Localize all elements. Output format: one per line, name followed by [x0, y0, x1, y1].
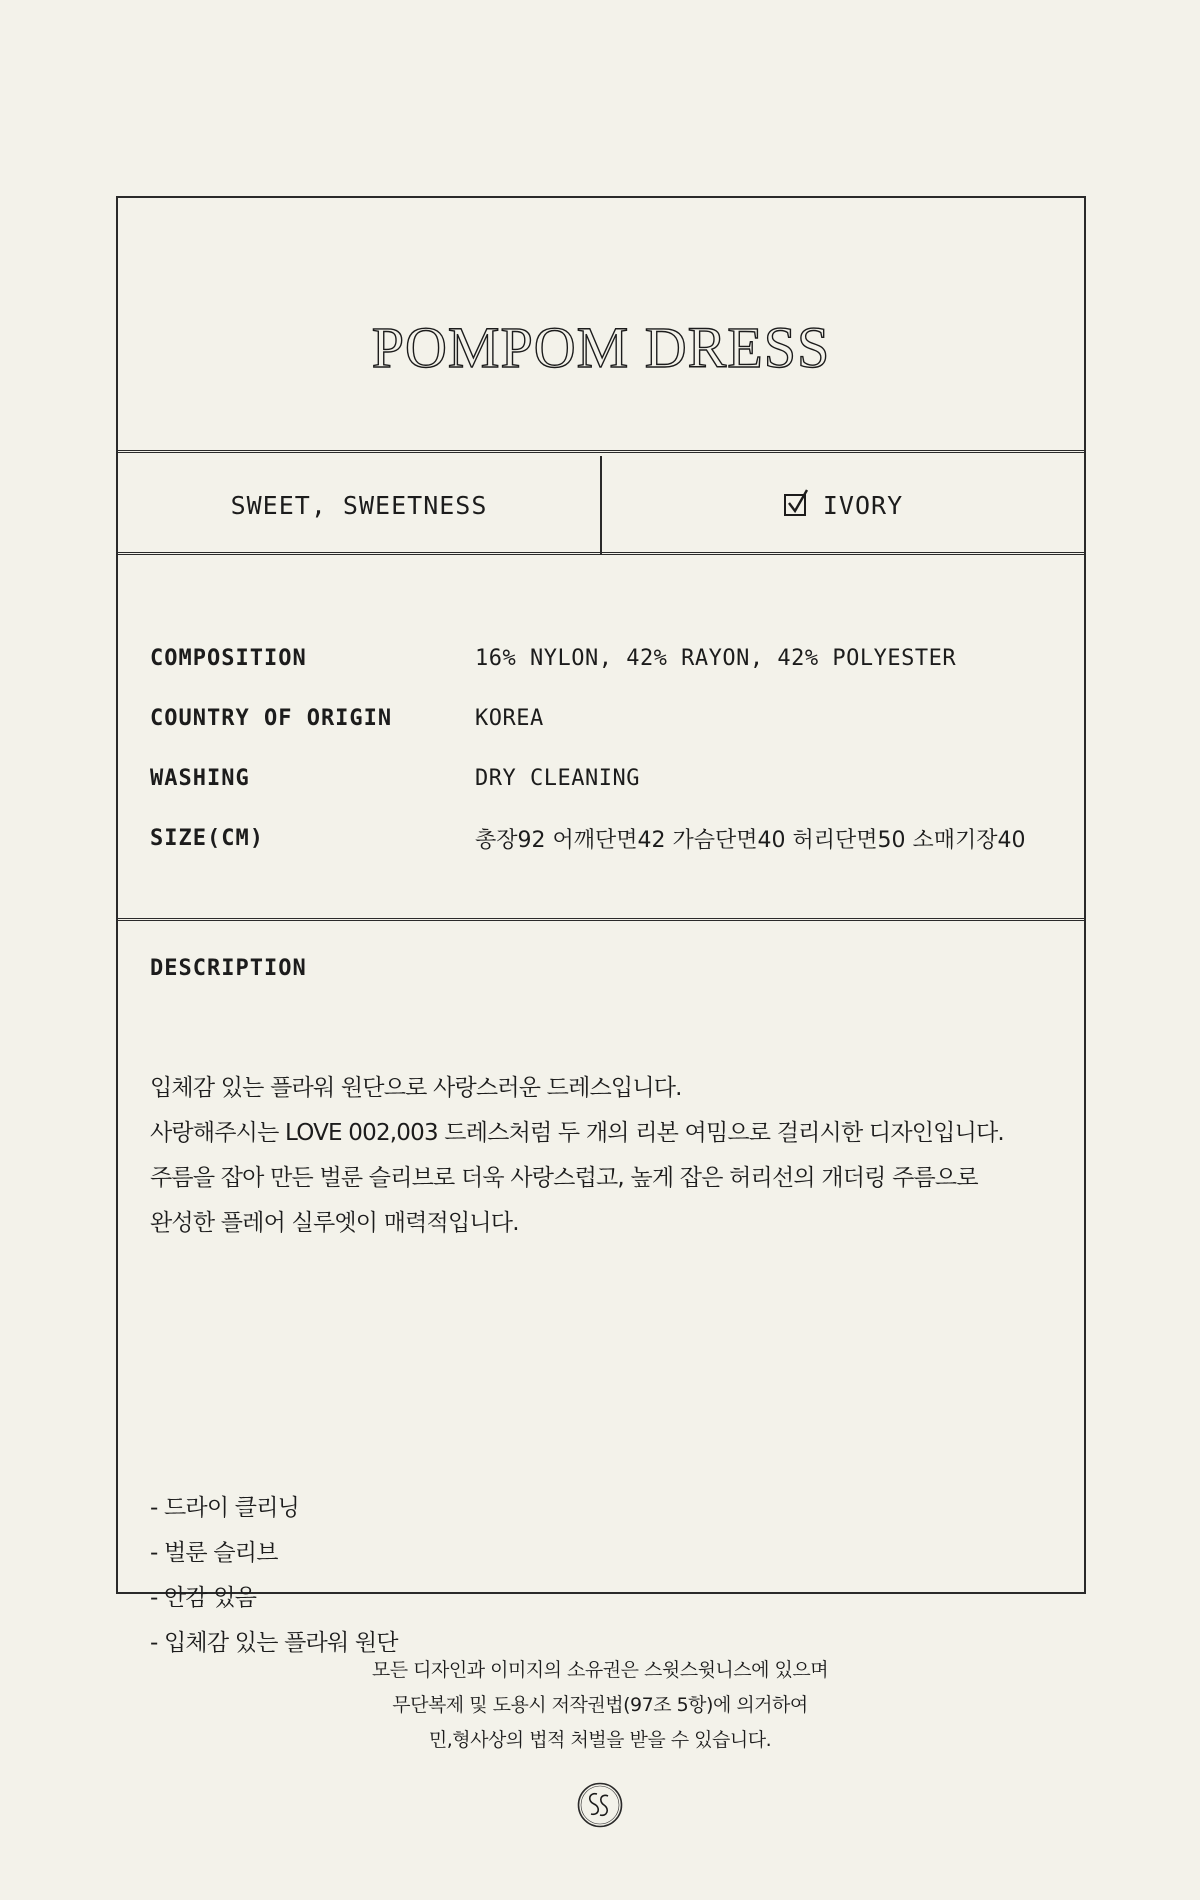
spec-label: SIZE(CM) [150, 825, 264, 851]
divider [118, 450, 1084, 453]
color-option[interactable] [602, 456, 1084, 554]
copyright-line: 무단복제 및 도용시 저작권법(97조 5항)에 의거하여 [392, 1694, 808, 1716]
divider [118, 918, 1084, 921]
feature-list [150, 1486, 398, 1666]
brand-tag-label: SWEET, SWEETNESS [230, 490, 488, 520]
spec-value: 16% NYLON, 42% RAYON, 42% POLYESTER [475, 645, 957, 671]
list-item: - 안감 있음 [150, 1585, 257, 1611]
copyright-notice [0, 1653, 1200, 1758]
description-paragraph: 주름을 잡아 만든 벌룬 슬리브로 더욱 사랑스럽고, 높게 잡은 허리선의 개더링 주름으로 [150, 1165, 978, 1191]
spec-row-size [150, 808, 1052, 868]
spec-label: COMPOSITION [150, 645, 307, 671]
ss-monogram-icon [576, 1781, 624, 1829]
spec-table [150, 628, 1052, 868]
spec-row-washing [150, 748, 1052, 808]
description-paragraph: 완성한 플레어 실루엣이 매력적입니다. [150, 1210, 519, 1236]
copyright-line: 민,형사상의 법적 처벌을 받을 수 있습니다. [428, 1729, 772, 1751]
title-section [118, 198, 1084, 452]
spec-row-composition [150, 628, 1052, 688]
spec-row-origin [150, 688, 1052, 748]
checkbox-checked-icon [783, 488, 813, 518]
spec-label: COUNTRY OF ORIGIN [150, 705, 393, 731]
description-paragraph: 입체감 있는 플라워 원단으로 사랑스러운 드레스입니다. [150, 1075, 682, 1101]
spec-value: 총장92 어깨단면42 가슴단면40 허리단면50 소매기장40 [475, 827, 1026, 853]
description-body [150, 1066, 1044, 1246]
list-item: - 드라이 클리닝 [150, 1495, 300, 1521]
list-item: - 입체감 있는 플라워 원단 [150, 1630, 398, 1656]
divider [118, 552, 1084, 555]
spec-label: WASHING [150, 765, 250, 791]
description-heading: DESCRIPTION [150, 956, 307, 981]
tags-row [118, 456, 1084, 554]
description-paragraph: 사랑해주시는 LOVE 002,003 드레스처럼 두 개의 리본 여밈으로 걸리시한 디자인입니다. [150, 1120, 1004, 1146]
list-item: - 벌룬 슬리브 [150, 1540, 278, 1566]
copyright-line: 모든 디자인과 이미지의 소유권은 스윗스윗니스에 있으며 [371, 1659, 829, 1681]
product-title: POMPOM DRESS [371, 314, 831, 380]
brand-tag [118, 456, 602, 554]
color-option-label: IVORY [822, 490, 904, 520]
product-info-card [116, 196, 1086, 1656]
spec-value: DRY CLEANING [475, 765, 640, 791]
spec-value: KOREA [475, 705, 544, 731]
